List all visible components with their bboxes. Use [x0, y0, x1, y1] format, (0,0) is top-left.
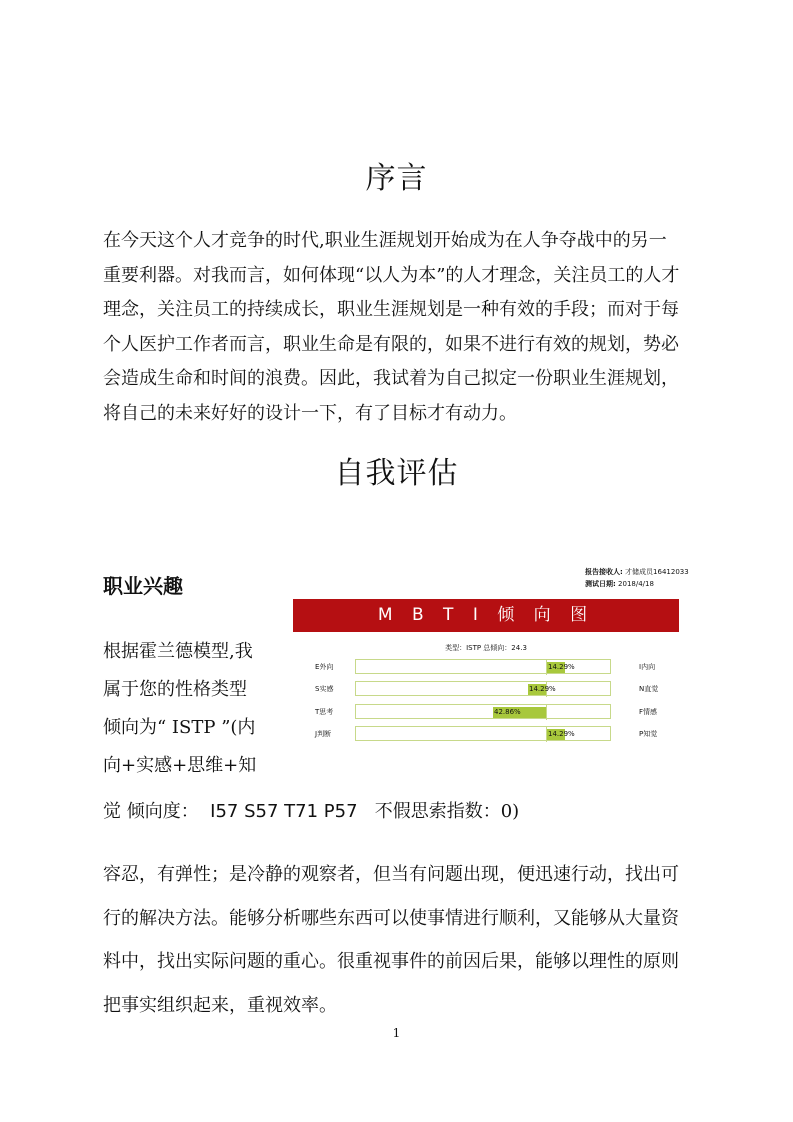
- interest-line: 属于您的性格类型: [103, 679, 247, 700]
- preface-paragraph: [103, 224, 691, 431]
- preface-line: 在今天这个人才竞争的时代,职业生涯规划开始成为在人争夺战中的另一: [103, 230, 667, 251]
- report-receiver-value: 才储成员16412033: [625, 568, 689, 576]
- mbti-row: [293, 704, 679, 720]
- mbti-right-label: I内向: [639, 663, 656, 671]
- report-receiver: [585, 567, 689, 577]
- preface-line: 理念，关注员工的持续成长，职业生涯规划是一种有效的手段；而对于每: [103, 299, 679, 320]
- mbti-bar-label: 42.86%: [494, 708, 521, 716]
- tendency-codes: I57 S57 T71 P57: [210, 801, 358, 822]
- mbti-midline: [546, 705, 547, 720]
- mbti-track: [355, 704, 611, 719]
- preface-title: 序言: [365, 161, 428, 196]
- self-assessment-title: 自我评估: [334, 456, 459, 491]
- interest-text: [103, 633, 273, 785]
- mbti-left-label: J判断: [315, 730, 332, 738]
- mbti-track: [355, 659, 611, 674]
- interest-line: 倾向为“ ISTP ”(内: [103, 717, 256, 738]
- tendency-prefix: 觉 倾向度：: [103, 801, 211, 822]
- mbti-left-label: E外向: [315, 663, 334, 671]
- test-date-label: 测试日期:: [585, 580, 616, 588]
- test-date: [585, 579, 654, 589]
- mbti-row: [293, 681, 679, 697]
- description-line: 把事实组织起来，重视效率。: [103, 994, 337, 1016]
- tendency-suffix: 不假思索指数：0): [357, 801, 520, 822]
- preface-line: 重要利器。对我而言，如何体现“以人为本”的人才理念，关注员工的人才: [103, 264, 680, 286]
- preface-line: 会造成生命和时间的浪费。因此，我试着为自己拟定一份职业生涯规划，: [103, 368, 679, 389]
- mbti-chart: [293, 563, 689, 753]
- career-interest-heading: 职业兴趣: [103, 574, 183, 598]
- chart-title: M B T I 倾 向 图: [293, 599, 679, 632]
- mbti-bar-label: 14.29%: [529, 685, 556, 693]
- mbti-right-label: F情感: [639, 708, 658, 716]
- chart-subtitle: 类型：ISTP 总倾向：24.3: [445, 644, 527, 652]
- mbti-track: [355, 726, 611, 741]
- report-receiver-label: 报告接收人:: [585, 568, 623, 576]
- mbti-bar-label: 14.29%: [548, 663, 575, 671]
- mbti-row: [293, 659, 679, 675]
- interest-line: 向+实感+思维+知: [103, 755, 257, 776]
- description-line: 料中，找出实际问题的重心。很重视事件的前因后果，能够以理性的原则: [103, 951, 679, 972]
- preface-line: 个人医护工作者而言，职业生命是有限的，如果不进行有效的规划，势必: [103, 333, 679, 355]
- mbti-bar-label: 14.29%: [548, 730, 575, 738]
- mbti-track: [355, 681, 611, 696]
- description-paragraph: [103, 853, 691, 1027]
- mbti-left-label: S实感: [315, 685, 334, 693]
- mbti-right-label: P知觉: [639, 730, 658, 738]
- tendency-line: [103, 797, 519, 823]
- interest-line: 根据霍兰德模型,我: [103, 641, 253, 662]
- test-date-value: 2018/4/18: [618, 580, 654, 588]
- description-line: 容忍，有弹性；是冷静的观察者，但当有问题出现，便迅速行动，找出可: [103, 864, 679, 885]
- description-line: 行的解决方法。能够分析哪些东西可以使事情进行顺利，又能够从大量资: [103, 907, 679, 929]
- mbti-row: [293, 726, 679, 742]
- mbti-left-label: T思考: [315, 708, 334, 716]
- preface-line: 将自己的未来好好的设计一下，有了目标才有动力。: [103, 402, 517, 424]
- page-number: 1: [392, 1026, 401, 1040]
- mbti-right-label: N直觉: [639, 685, 659, 693]
